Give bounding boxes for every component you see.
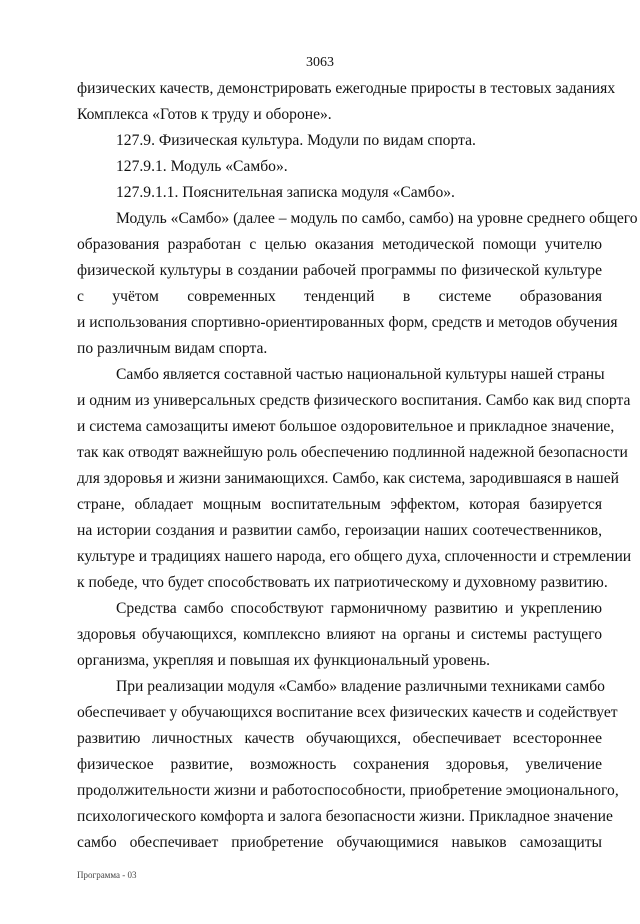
text-line: Комплекса «Готов к труду и обороне».: [77, 106, 332, 123]
text-line: обеспечивает у обучающихся воспитание всех физических качеств и содействует: [77, 704, 618, 721]
section-heading: 127.9.1. Модуль «Самбо».: [116, 158, 288, 175]
text-line: здоровья обучающихся, комплексно влияют на органы и системы растущего: [77, 626, 602, 643]
text-line: физических качеств, демонстрировать ежегодные приросты в тестовых заданиях: [77, 80, 616, 97]
text-line: Модуль «Самбо» (далее – модуль по самбо, самбо) на уровне среднего общего: [116, 210, 638, 227]
text-line: физическое развитие, возможность сохранения здоровья, увеличение: [77, 756, 602, 773]
text-line: Средства самбо способствуют гармоничному развитию и укреплению: [116, 600, 602, 617]
text-line: по различным видам спорта.: [77, 340, 268, 357]
text-line: на истории создания и развитии самбо, героизации наших соотечественников,: [77, 522, 602, 539]
text-line: с учётом современных тенденций в системе образования: [77, 288, 602, 305]
page-number: 3063: [306, 55, 334, 70]
text-line: образования разработан с целью оказания методической помощи учителю: [77, 236, 602, 253]
text-line: к победе, что будет способствовать их патриотическому и духовному развитию.: [77, 574, 608, 591]
text-line: для здоровья и жизни занимающихся. Самбо, как система, зародившаяся в нашей: [77, 470, 619, 487]
text-line: самбо обеспечивает приобретение обучающимися навыков самозащиты: [77, 834, 602, 851]
section-heading: 127.9. Физическая культура. Модули по видам спорта.: [116, 132, 476, 149]
text-line: и одним из универсальных средств физического воспитания. Самбо как вид спорта: [77, 392, 631, 409]
text-line: организма, укрепляя и повышая их функциональный уровень.: [77, 652, 490, 669]
text-line: продолжительности жизни и работоспособности, приобретение эмоционального,: [77, 782, 619, 799]
text-line: и использования спортивно-ориентированных форм, средств и методов обучения: [77, 314, 618, 331]
text-line: психологического комфорта и залога безопасности жизни. Прикладное значение: [77, 808, 613, 825]
text-line: Самбо является составной частью национальной культуры нашей страны: [116, 366, 605, 383]
section-heading: 127.9.1.1. Пояснительная записка модуля «Самбо».: [116, 184, 455, 201]
text-line: стране, обладает мощным воспитательным эффектом, которая базируется: [77, 496, 602, 513]
text-line: физической культуры в создании рабочей программы по физической культуре: [77, 262, 602, 279]
text-line: развитию личностных качеств обучающихся, обеспечивает всестороннее: [77, 730, 602, 747]
text-line: так как отводят важнейшую роль обеспечению подлинной надежной безопасности: [77, 444, 628, 461]
text-line: При реализации модуля «Самбо» владение различными техниками самбо: [116, 678, 605, 695]
page-footer: Программа - 03: [77, 870, 137, 880]
text-line: культуре и традициях нашего народа, его общего духа, сплоченности и стремлении: [77, 548, 632, 565]
text-line: и система самозащиты имеют большое оздоровительное и прикладное значение,: [77, 418, 615, 435]
